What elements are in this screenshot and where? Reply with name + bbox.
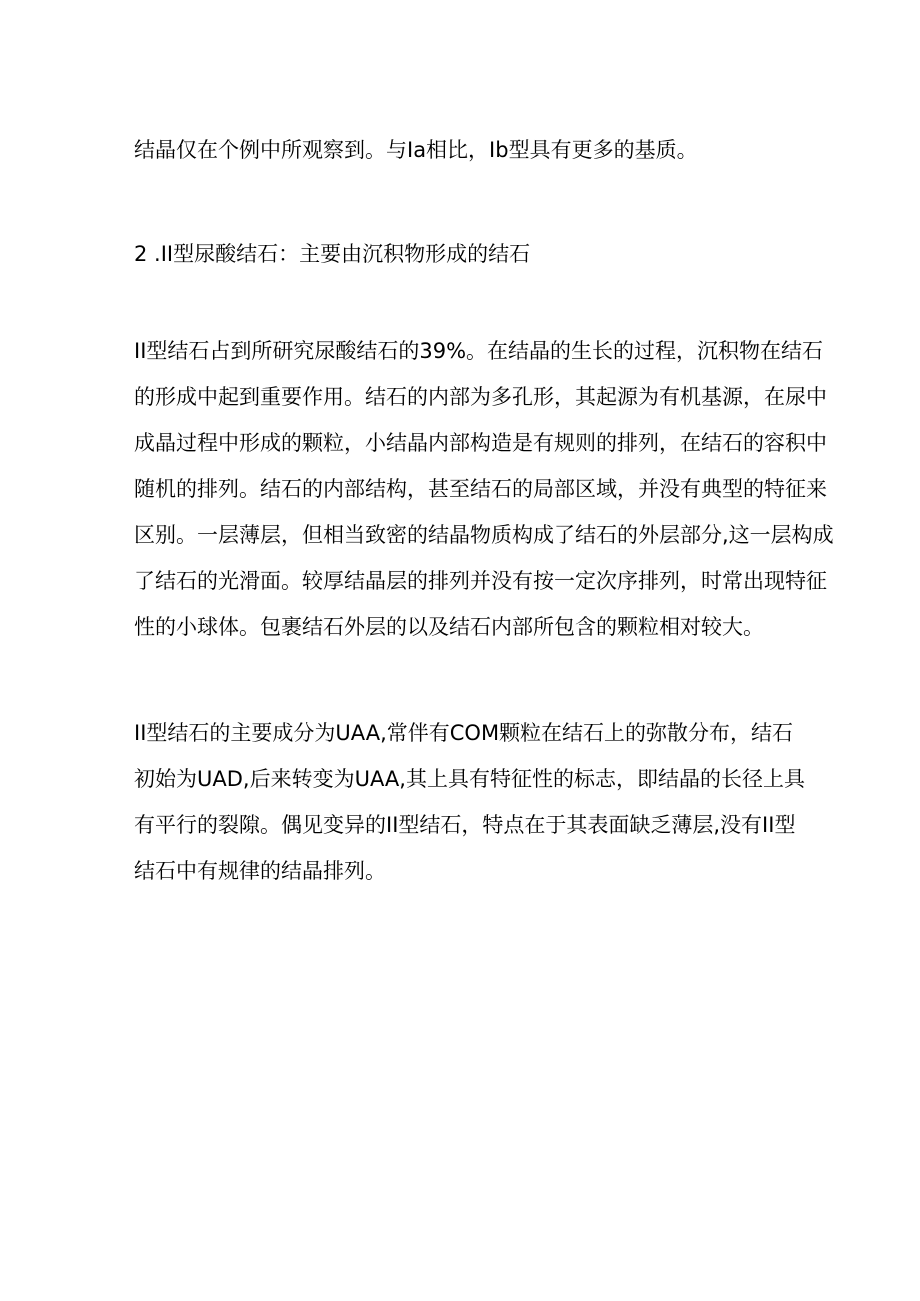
paragraph-2-line-2: 的形成中起到重要作用。结石的内部为多孔形，其起源为有机基源，在尿中 [134,385,827,409]
paragraph-2-line-3: 成晶过程中形成的颗粒，小结晶内部构造是有规则的排列，在结石的容积中 [134,431,827,455]
paragraph-2-line-7: 性的小球体。包裹结石外层的以及结石内部所包含的颗粒相对较大。 [134,615,764,639]
paragraph-3-line-1: II型结石的主要成分为UAA,常伴有COM颗粒在结石上的弥散分布，结石 [134,721,794,745]
paragraph-3-line-2: 初始为UAD,后来转变为UAA,其上具有特征性的标志，即结晶的长径上具 [134,767,805,791]
paragraph-3-line-3: 有平行的裂隙。偶见变异的II型结石，特点在于其表面缺乏薄层,没有II型 [134,813,796,837]
paragraph-1-line-1: 结晶仅在个例中所观察到。与Ia相比，Ib型具有更多的基质。 [134,138,698,162]
paragraph-2-line-5: 区别。一层薄层，但相当致密的结晶物质构成了结石的外层部分,这一层构成 [134,523,834,547]
paragraph-2-line-1: II型结石占到所研究尿酸结石的39%。在结晶的生长的过程，沉积物在结石 [134,339,824,363]
paragraph-3-line-4: 结石中有规律的结晶排列。 [134,859,386,883]
paragraph-2-line-6: 了结石的光滑面。较厚结晶层的排列并没有按一定次序排列，时常出现特征 [134,569,827,593]
paragraph-2-line-4: 随机的排列。结石的内部结构，甚至结石的局部区域，并没有典型的特征来 [134,477,827,501]
section-heading: 2 .II型尿酸结石：主要由沉积物形成的结石 [134,242,531,266]
